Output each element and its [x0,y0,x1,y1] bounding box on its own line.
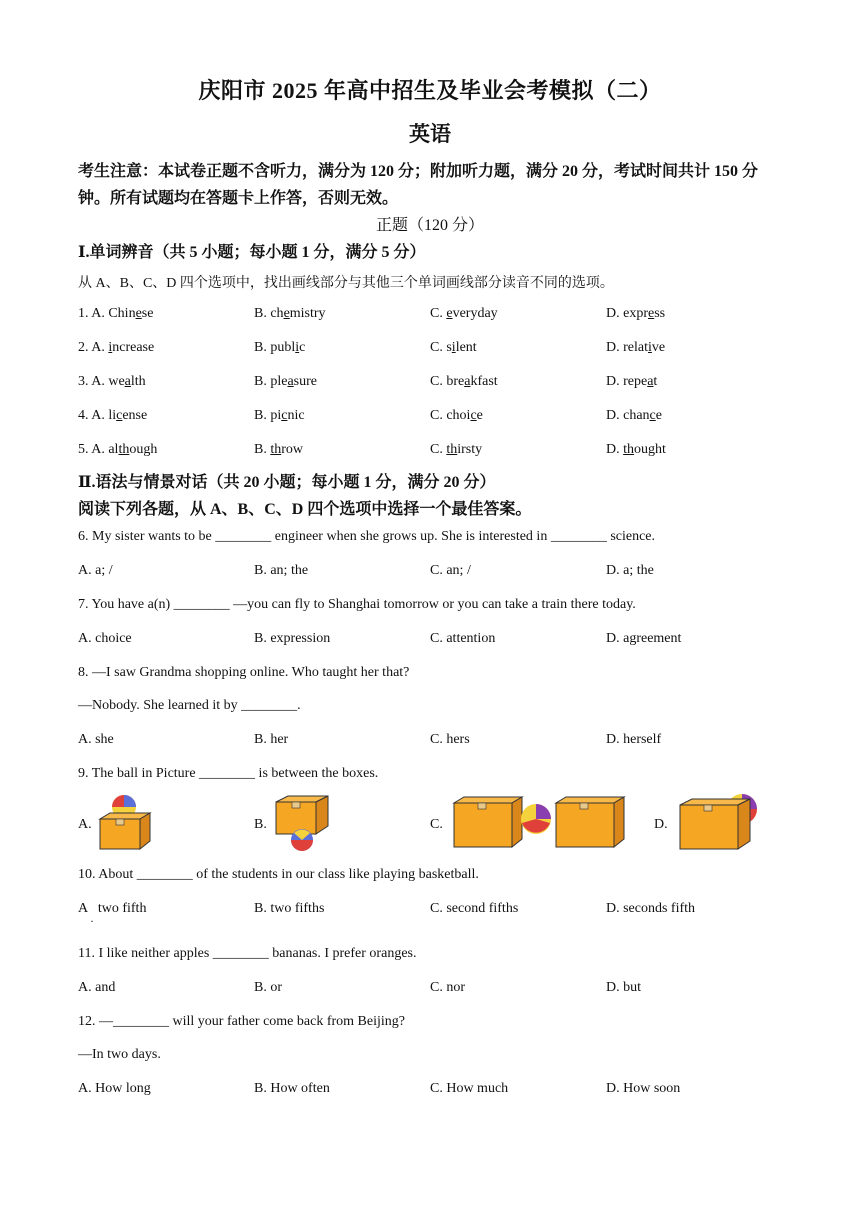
picture-a-label[interactable]: A. [78,817,92,832]
option-a[interactable]: 5. A. although [78,442,158,457]
option-b[interactable]: B. How often [254,1081,330,1096]
page-title: 庆阳市 2025 年高中招生及毕业会考模拟（二） [198,78,662,103]
underlined-letters: th [623,442,635,457]
picture-b-ball-under-box [272,792,334,854]
underlined-letters: i [451,340,456,355]
option-a[interactable]: 3. A. wealth [78,374,146,389]
question-10-stem: 10. About ________ of the students in our class like playing basketball. [78,867,479,882]
picture-d-label[interactable]: D. [654,817,668,832]
picture-c-ball-between-boxes [450,793,630,853]
option-d[interactable]: D. chance [606,408,662,423]
question-12-stem-reply: —In two days. [78,1047,161,1062]
section2-instruction: 阅读下列各题，从 A、B、C、D 四个选项中选择一个最佳答案。 [78,501,532,518]
option-b[interactable]: B. throw [254,442,304,457]
option-b[interactable]: B. or [254,980,282,995]
picture-c-label[interactable]: C. [430,817,443,832]
option-b[interactable]: B. two fifths [254,901,325,916]
underlined-letters: i [295,340,300,355]
option-d[interactable]: D. agreement [606,631,682,646]
option-c[interactable]: C. thirsty [430,442,483,457]
option-d[interactable]: D. but [606,980,641,995]
section1-title: Ⅰ.单词辨音（共 5 小题；每小题 1 分，满分 5 分） [78,244,426,261]
underlined-letters: e [283,306,290,321]
question-12-stem: 12. —________ will your father come back from Beijing? [78,1014,405,1029]
underlined-letters: c [281,408,288,423]
question-11-options [78,980,798,1000]
question-10-options [78,901,798,921]
option-b[interactable]: B. pleasure [254,374,317,389]
option-b[interactable]: B. an; the [254,563,309,578]
option-a[interactable]: A two fifth [78,901,147,916]
option-c[interactable]: C. an; / [430,563,471,578]
option-a[interactable]: A. a; / [78,563,113,578]
question-6-stem: 6. My sister wants to be ________ engineer when she grows up. She is interested in ________ science. [78,529,656,544]
section2-title: Ⅱ.语法与情景对话（共 20 小题；每小题 1 分，满分 20 分） [78,474,496,491]
option-c[interactable]: C. everyday [430,306,498,321]
option-a[interactable]: A. and [78,980,116,995]
option-a[interactable]: 1. A. Chinese [78,306,154,321]
option-c[interactable]: C. nor [430,980,465,995]
underlined-letters: a [647,374,654,389]
option-c[interactable]: C. breakfast [430,374,498,389]
question-4-options [78,408,798,428]
underlined-letters: th [118,442,130,457]
underlined-letters: c [470,408,477,423]
question-2-options [78,340,798,360]
underlined-letters: c [649,408,656,423]
question-8-stem-reply: —Nobody. She learned it by ________. [78,698,301,713]
option-a[interactable]: 2. A. increase [78,340,155,355]
question-8-options [78,732,798,752]
option-d[interactable]: D. express [606,306,666,321]
exam-notice: 考生注意：本试卷正题不含听力，满分为 120 分；附加听力题，满分 20 分，考试时间共计 150 分钟。所有试题均在答题卡上作答，否则无效。 [78,163,759,207]
option-b[interactable]: B. public [254,340,306,355]
option-a[interactable]: A. How long [78,1081,151,1096]
underlined-letters: e [446,306,453,321]
option-d[interactable]: D. thought [606,442,666,457]
option-c[interactable]: C. silent [430,340,477,355]
option-a[interactable]: 4. A. license [78,408,148,423]
option-c[interactable]: C. How much [430,1081,509,1096]
underlined-letters: a [124,374,131,389]
underlined-letters: i [108,340,113,355]
question-8-stem: 8. —I saw Grandma shopping online. Who taught her that? [78,665,410,680]
section1-instruction: 从 A、B、C、D 四个选项中，找出画线部分与其他三个单词画线部分读音不同的选项。 [78,276,614,291]
question-6-options [78,563,798,583]
underlined-letters: e [648,306,655,321]
question-3-options [78,374,798,394]
underlined-letters: i [647,340,652,355]
option-d[interactable]: D. relative [606,340,666,355]
option-b[interactable]: B. chemistry [254,306,326,321]
main-section-heading: 正题（120 分） [375,217,484,234]
question-12-options [78,1081,798,1101]
underlined-letters: e [135,306,142,321]
option-c[interactable]: C. choice [430,408,483,423]
underlined-letters: c [116,408,123,423]
option-d[interactable]: D. herself [606,732,662,747]
question-5-options [78,442,798,462]
question-1-options [78,306,798,326]
underlined-letters: th [446,442,458,457]
option-b[interactable]: B. picnic [254,408,305,423]
underlined-letters: th [270,442,282,457]
option-d[interactable]: D. a; the [606,563,654,578]
question-7-options [78,631,798,651]
question-9-stem: 9. The ball in Picture ________ is between the boxes. [78,766,379,781]
option-d[interactable]: D. How soon [606,1081,681,1096]
option-c[interactable]: C. second fifths [430,901,519,916]
option-d[interactable]: D. seconds fifth [606,901,696,916]
underlined-letters: a [464,374,471,389]
option-b[interactable]: B. her [254,732,289,747]
subject-title: 英语 [409,122,451,146]
option-d[interactable]: D. repeat [606,374,658,389]
option-c[interactable]: C. hers [430,732,470,747]
picture-a-ball-on-box [96,793,156,853]
option-a[interactable]: A. choice [78,631,132,646]
option-a[interactable]: A. she [78,732,114,747]
underlined-letters: a [287,374,294,389]
option-b[interactable]: B. expression [254,631,331,646]
question-7-stem: 7. You have a(n) ________ —you can fly to Shanghai tomorrow or you can take a train there today. [78,597,636,612]
question-11-stem: 11. I like neither apples ________ bananas. I prefer oranges. [78,946,417,961]
stray-dot: · [90,914,94,928]
option-c[interactable]: C. attention [430,631,496,646]
picture-b-label[interactable]: B. [254,817,267,832]
picture-d-ball-behind-box [676,791,766,853]
